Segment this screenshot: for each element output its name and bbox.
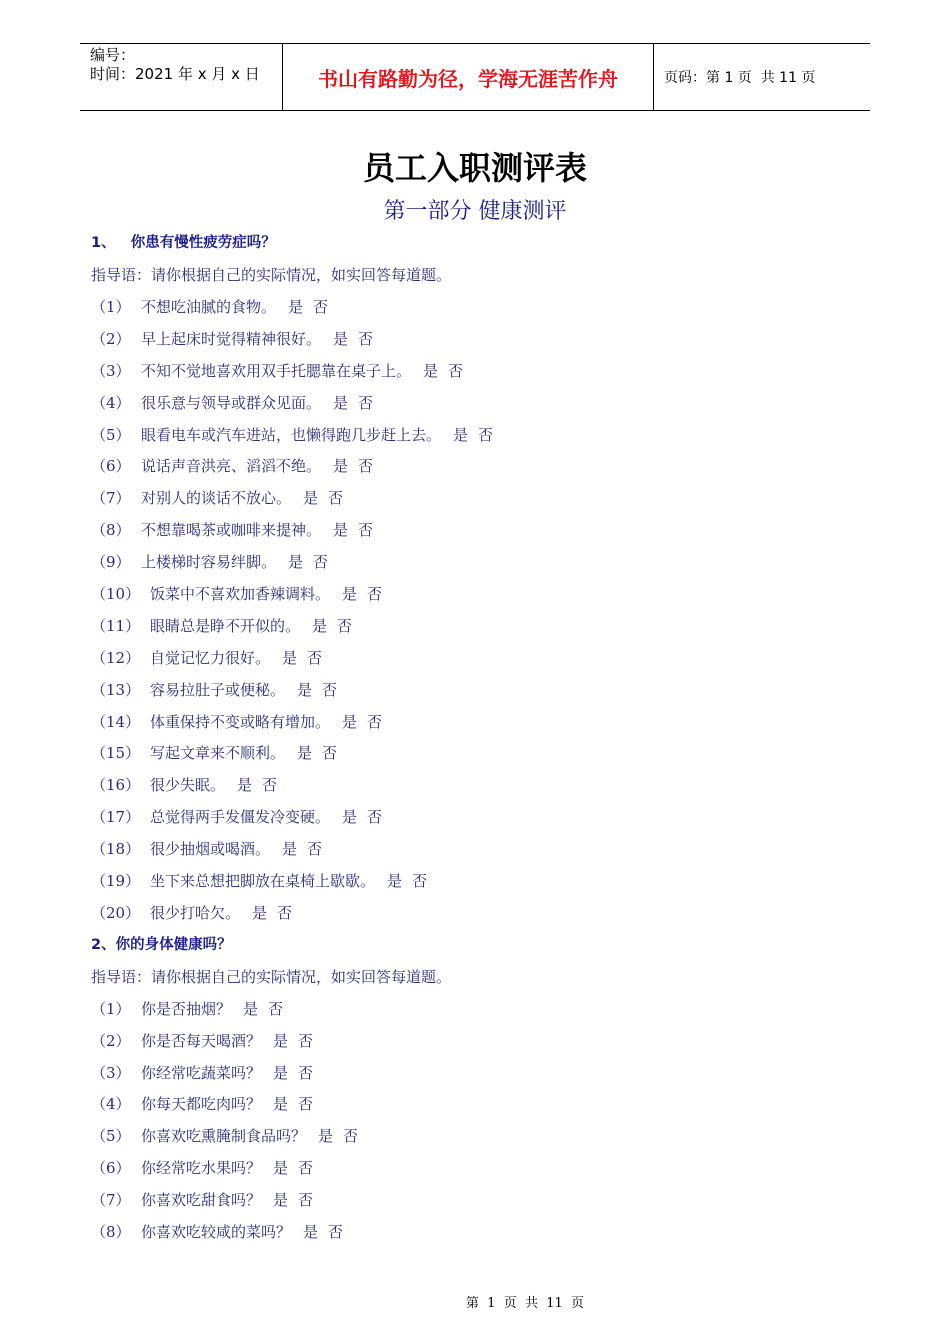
section-heading: 1、 你患有慢性疲劳症吗？ [91,235,276,251]
answer-no[interactable]: 否 [358,457,374,476]
page-footer: 第 1 页 共 11 页 [465,1296,585,1311]
header-motto-cell [282,44,654,110]
question-text: 你每天都吃肉吗？ [141,1095,262,1114]
question-number: （20） [91,903,141,922]
question-text: 饭菜中不喜欢加香辣调料。 [150,585,331,604]
answer-yes[interactable]: 是 [297,744,313,763]
question-text: 对别人的谈话不放心。 [141,489,292,508]
question-text: 你是否每天喝酒？ [141,1031,262,1050]
section-heading: 2、你的身体健康吗？ [91,936,232,953]
answer-no[interactable]: 否 [358,521,374,540]
answer-yes[interactable]: 是 [342,808,358,827]
answer-yes[interactable]: 是 [333,393,349,412]
question-item [91,487,871,519]
question-item [91,1157,871,1189]
question-item [91,360,871,392]
answer-yes[interactable]: 是 [252,903,268,922]
question-item [91,392,871,424]
answer-no[interactable]: 否 [358,393,374,412]
answer-no[interactable]: 否 [322,744,338,763]
answer-yes[interactable]: 是 [333,329,349,348]
question-text: 坐下来总想把脚放在桌椅上歇歇。 [150,872,376,891]
question-item [91,1030,871,1062]
question-number: （1） [91,298,131,316]
answer-yes[interactable]: 是 [273,1031,289,1050]
question-text: 说话声音洪亮、滔滔不绝。 [141,457,322,476]
question-number: （8） [91,1223,131,1242]
question-item [91,455,871,487]
question-item [91,806,871,838]
question-item [91,998,871,1030]
question-number: （13） [91,680,141,699]
answer-no[interactable]: 否 [367,585,383,604]
question-number: （16） [91,776,141,795]
time-label: 时间：2021 年 x 月 x 日 [90,65,260,83]
answer-yes[interactable]: 是 [423,361,439,380]
answer-yes[interactable]: 是 [453,425,469,444]
question-text: 很少失眠。 [150,776,226,795]
question-number: （6） [91,457,131,476]
question-text: 你喜欢吃较咸的菜吗？ [141,1223,292,1242]
question-item [91,296,871,328]
question-number: （9） [91,553,131,572]
question-number: （6） [91,1159,131,1178]
answer-yes[interactable]: 是 [318,1127,334,1146]
answer-no[interactable]: 否 [328,1223,344,1242]
question-number: （12） [91,648,141,667]
answer-no[interactable]: 否 [337,616,353,635]
question-text: 很乐意与领导或群众见面。 [141,393,322,412]
question-text: 你喜欢吃甜食吗？ [141,1191,262,1210]
answer-no[interactable]: 否 [307,648,323,667]
answer-yes[interactable]: 是 [273,1159,289,1178]
question-text: 自觉记忆力很好。 [150,648,271,667]
answer-yes[interactable]: 是 [288,298,304,316]
question-item [91,647,871,679]
question-number: （19） [91,872,141,891]
page-title: 员工入职测评表 [362,149,587,187]
question-item [91,1093,871,1125]
answer-no[interactable]: 否 [298,1159,314,1178]
answer-no[interactable]: 否 [268,999,284,1018]
question-text: 你经常吃蔬菜吗？ [141,1063,262,1082]
question-item [91,551,871,583]
question-number: （1） [91,999,131,1018]
answer-yes[interactable]: 是 [288,553,304,572]
question-item [91,519,871,551]
question-number: （18） [91,840,141,859]
question-number: （5） [91,425,131,444]
answer-yes[interactable]: 是 [282,648,298,667]
answer-yes[interactable]: 是 [273,1095,289,1114]
answer-yes[interactable]: 是 [303,1223,319,1242]
question-item [91,328,871,360]
answer-yes[interactable]: 是 [387,872,403,891]
answer-yes[interactable]: 是 [333,457,349,476]
section-guide: 指导语：请你根据自己的实际情况，如实回答每道题。 [91,266,452,284]
questionnaire [91,232,871,1253]
question-item [91,1221,871,1253]
question-item [91,424,871,456]
document-header [80,43,870,111]
answer-yes[interactable]: 是 [282,840,298,859]
code-label: 编号： [90,46,136,64]
section-guide: 指导语：请你根据自己的实际情况，如实回答每道题。 [91,967,452,986]
answer-yes[interactable]: 是 [342,712,358,731]
header-page-cell [654,44,870,110]
question-text: 不想靠喝茶或咖啡来提神。 [141,521,322,540]
question-item [91,902,871,934]
question-item [91,679,871,711]
question-number: （17） [91,808,141,827]
answer-yes[interactable]: 是 [342,585,358,604]
question-text: 早上起床时觉得精神很好。 [141,329,322,348]
answer-no[interactable]: 否 [358,329,374,348]
answer-no[interactable]: 否 [448,361,464,380]
question-item [91,838,871,870]
answer-no[interactable]: 否 [298,1063,314,1082]
question-item [91,1189,871,1221]
question-text: 你经常吃水果吗？ [141,1159,262,1178]
answer-yes[interactable]: 是 [297,680,313,699]
answer-no[interactable]: 否 [343,1127,359,1146]
answer-yes[interactable]: 是 [273,1063,289,1082]
question-number: （4） [91,393,131,412]
question-text: 上楼梯时容易绊脚。 [141,553,277,572]
question-text: 眼睛总是睁不开似的。 [150,616,301,635]
question-item [91,1062,871,1094]
question-number: （3） [91,361,131,380]
question-number: （14） [91,712,141,731]
answer-yes[interactable]: 是 [237,776,253,795]
question-number: （11） [91,616,141,635]
question-item [91,711,871,743]
answer-no[interactable]: 否 [367,808,383,827]
question-number: （4） [91,1095,131,1114]
question-text: 体重保持不变或略有增加。 [150,712,331,731]
question-item [91,870,871,902]
answer-no[interactable]: 否 [328,489,344,508]
question-number: （10） [91,585,141,604]
answer-no[interactable]: 否 [298,1095,314,1114]
question-text: 很少打哈欠。 [150,903,241,922]
answer-yes[interactable]: 是 [303,489,319,508]
motto: 书山有路勤为径，学海无涯苦作舟 [318,66,618,91]
question-item [91,615,871,647]
question-text: 容易拉肚子或便秘。 [150,680,286,699]
question-text: 眼看电车或汽车进站，也懒得跑几步赶上去。 [141,425,442,444]
question-text: 你是否抽烟？ [141,999,232,1018]
answer-no[interactable]: 否 [307,840,323,859]
header-meta [80,44,282,110]
question-number: （7） [91,489,131,508]
question-number: （15） [91,744,141,763]
section-subtitle: 第一部分 健康测评 [383,199,567,224]
page-info: 页码：第 1 页 共 11 页 [664,70,816,86]
question-number: （2） [91,1031,131,1050]
answer-no[interactable]: 否 [298,1191,314,1210]
question-number: （8） [91,521,131,540]
answer-yes[interactable]: 是 [243,999,259,1018]
question-number: （2） [91,329,131,348]
answer-no[interactable]: 否 [262,776,278,795]
question-text: 总觉得两手发僵发冷变硬。 [150,808,331,827]
question-number: （5） [91,1127,131,1146]
answer-no[interactable]: 否 [412,872,428,891]
question-text: 不想吃油腻的食物。 [141,298,277,316]
question-number: （7） [91,1191,131,1210]
question-text: 写起文章来不顺利。 [150,744,286,763]
question-text: 你喜欢吃熏腌制食品吗？ [141,1127,307,1146]
answer-yes[interactable]: 是 [273,1191,289,1210]
answer-no[interactable]: 否 [313,553,329,572]
question-number: （3） [91,1063,131,1082]
question-item [91,1125,871,1157]
answer-no[interactable]: 否 [322,680,338,699]
question-text: 很少抽烟或喝酒。 [150,840,271,859]
answer-yes[interactable]: 是 [333,521,349,540]
answer-no[interactable]: 否 [313,298,329,316]
question-text: 不知不觉地喜欢用双手托腮靠在桌子上。 [141,361,412,380]
question-item [91,583,871,615]
answer-no[interactable]: 否 [367,712,383,731]
answer-no[interactable]: 否 [478,425,494,444]
answer-no[interactable]: 否 [277,903,293,922]
question-item [91,774,871,806]
question-item [91,742,871,774]
answer-yes[interactable]: 是 [312,616,328,635]
answer-no[interactable]: 否 [298,1031,314,1050]
